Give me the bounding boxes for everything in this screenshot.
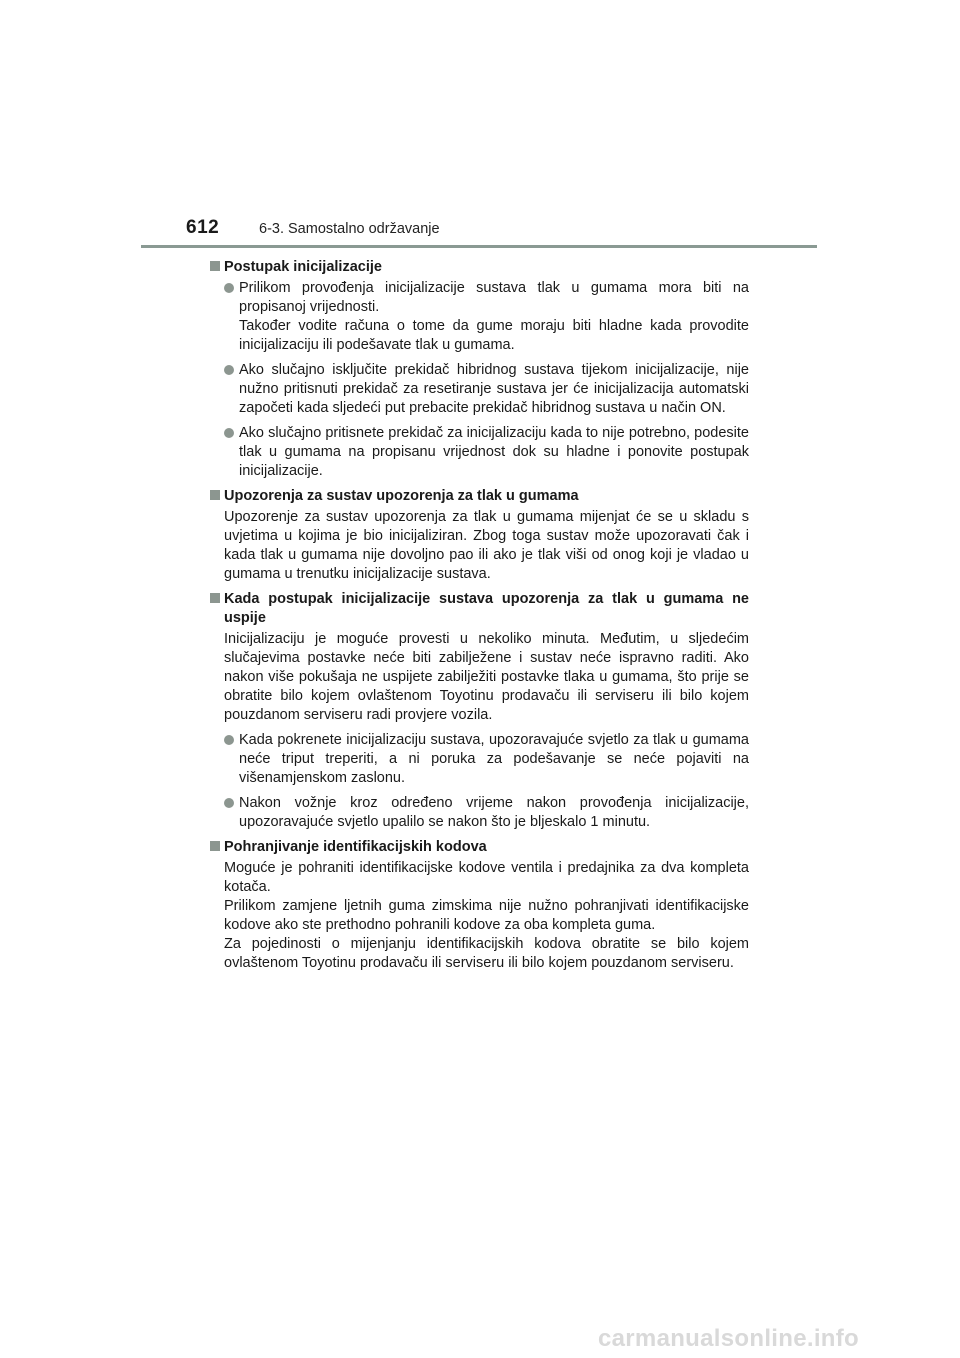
bullet-item: [224, 279, 749, 355]
paragraph: Inicijalizaciju je moguće provesti u nekoliko minuta. Međutim, u sljedećim slučajevima postavke neće biti zabilježene i sustav neće ispravno raditi. Ako nakon više pokušaja ne uspijete zabilježiti postavke tlaka u gumama, što prije se obratite bilo kojem ovlaštenom Toyotinu prodavaču ili serviseru ili bilo kojem pouzdanom serviseru radi provjere vozila.: [224, 631, 749, 723]
watermark: carmanualsonline.info: [598, 1325, 860, 1352]
section-title: 6-3. Samostalno održavanje: [259, 221, 440, 237]
section-id-codes: [210, 838, 749, 973]
paragraph: Moguće je pohraniti identifikacijske kodove ventila i predajnika za dva kompleta kotača.: [224, 860, 749, 895]
section-heading: Pohranjivanje identifikacijskih kodova: [210, 838, 749, 857]
circle-bullet-icon: [224, 735, 234, 745]
section-heading: Postupak inicijalizacije: [210, 258, 749, 277]
bullet-text: Također vodite računa o tome da gume moraju biti hladne kada provodite inicijalizaciju ili podešavate tlak u gumama.: [239, 318, 749, 353]
circle-bullet-icon: [224, 283, 234, 293]
circle-bullet-icon: [224, 365, 234, 375]
section-warnings: [210, 487, 749, 584]
page-content: [210, 258, 749, 979]
square-bullet-icon: [210, 261, 220, 271]
circle-bullet-icon: [224, 428, 234, 438]
bullet-item: [224, 731, 749, 788]
circle-bullet-icon: [224, 798, 234, 808]
bullet-text: Prilikom provođenja inicijalizacije sustava tlak u gumama mora biti na propisanoj vrijednosti.: [239, 280, 749, 315]
bullet-item: [224, 361, 749, 418]
bullet-text: Ako slučajno isključite prekidač hibridnog sustava tijekom inicijalizacije, nije nužno pritisnuti prekidač za resetiranje sustava jer će inicijalizacija automatski započeti kada sljedeći put prebacite prekidač hibridnog sustava u način ON.: [239, 362, 749, 416]
paragraph: Za pojedinosti o mijenjanju identifikacijskih kodova obratite se bilo kojem ovlaštenom Toyotinu prodavaču ili serviseru ili bilo kojem pouzdanom serviseru.: [224, 936, 749, 971]
bullet-item: [224, 424, 749, 481]
paragraph: Upozorenje za sustav upozorenja za tlak u gumama mijenjat će se u skladu s uvjetima u kojima je bio inicijaliziran. Zbog toga sustav može upozoravati čak i kada tlak u gumama nije dovoljno pao ili ako je tlak viši od onog koji je vladao u gumama u trenutku inicijalizacije sustava.: [224, 509, 749, 582]
square-bullet-icon: [210, 593, 220, 603]
square-bullet-icon: [210, 490, 220, 500]
bullet-text: Ako slučajno pritisnete prekidač za inicijalizaciju kada to nije potrebno, podesite tlak u gumama na propisanu vrijednost dok su hladne i ponovite postupak inicijalizacije.: [239, 425, 749, 479]
square-bullet-icon: [210, 841, 220, 851]
bullet-text: Nakon vožnje kroz određeno vrijeme nakon provođenja inicijalizacije, upozoravajuće svjetlo upalilo se nakon što je bljeskalo 1 minutu.: [239, 795, 749, 830]
section-heading: Kada postupak inicijalizacije sustava upozorenja za tlak u gumama ne uspije: [210, 590, 749, 628]
paragraph: Prilikom zamjene ljetnih guma zimskima nije nužno pohranjivati identifikacijske kodove ako ste prethodno pohranili kodove za oba kompleta guma.: [224, 898, 749, 933]
section-init-failure: [210, 590, 749, 832]
section-initialization: [210, 258, 749, 481]
section-heading: Upozorenja za sustav upozorenja za tlak u gumama: [210, 487, 749, 506]
page-number: 612: [186, 217, 220, 238]
bullet-text: Kada pokrenete inicijalizaciju sustava, upozoravajuće svjetlo za tlak u gumama neće triput treperiti, a ni poruka za podešavanje se neće pojaviti na višenamjenskom zaslonu.: [239, 732, 749, 786]
header-rule: [141, 245, 817, 248]
bullet-item: [224, 794, 749, 832]
